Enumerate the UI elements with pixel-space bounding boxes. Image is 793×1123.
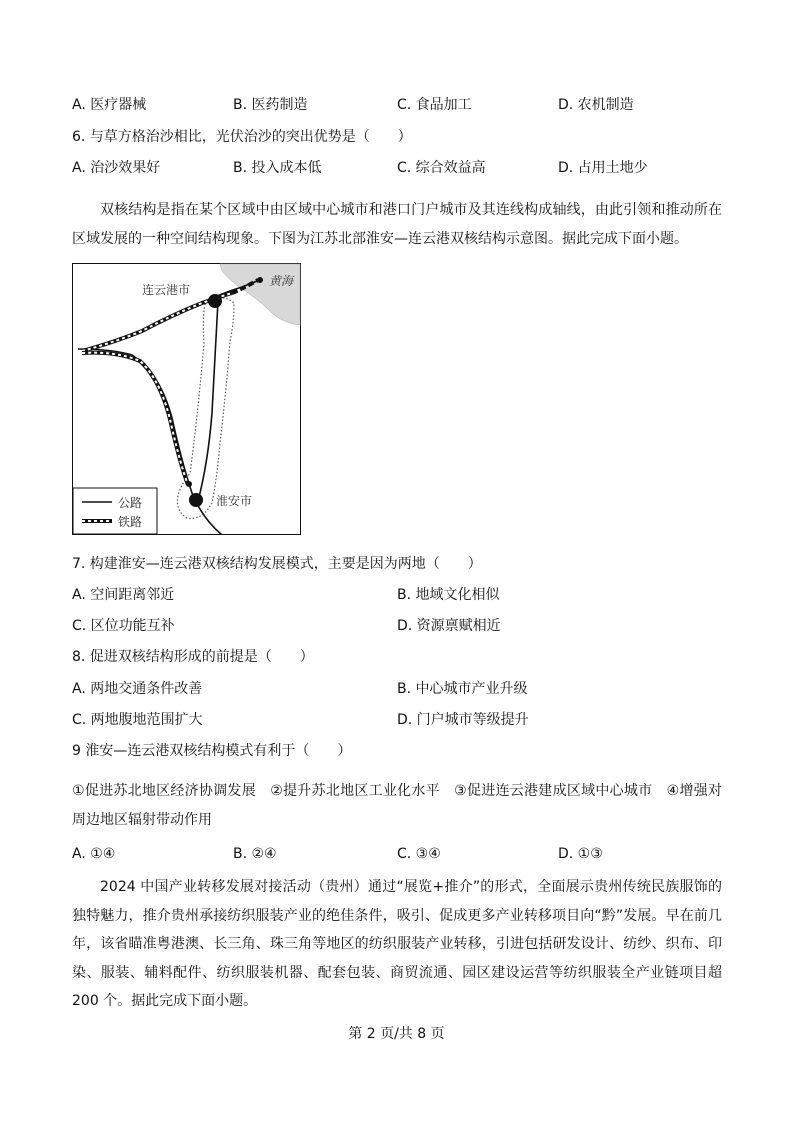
- huaian-city-dot: [189, 493, 203, 507]
- q9-option-c: C. ③④: [397, 846, 441, 862]
- passage-guizhou-industry: 2024 中国产业转移发展对接活动（贵州）通过“展览+推介”的形式，全面展示贵州传统民族服饰的独特魅力，推介贵州承接纺织服装产业的绝佳条件，吸引、促成更多产业转移项目向“黔”发展。早在前几年，该省瞄准粤港澳、长三角、珠三角等地区的纺织服装产业转移，引进包括研发设计、纺纱、织布、印染、服装、辅料配件、纺织服装机器、配套包装、商贸流通、园区建设运营等纺织服装全产业链项目超200 个。据此完成下面小题。: [72, 879, 722, 1010]
- label-huaian: 淮安市: [216, 494, 253, 508]
- q5-option-a: A. 医疗器械: [72, 97, 147, 113]
- q7-stem: 7. 构建淮安—连云港双核结构发展模式，主要是因为两地（ ）: [72, 556, 482, 572]
- q8-option-c: C. 两地腹地范围扩大: [72, 712, 203, 728]
- q7-option-b: B. 地域文化相似: [397, 587, 500, 603]
- q6-option-a: A. 治沙效果好: [72, 160, 161, 176]
- legend-rail-label: 铁路: [118, 515, 143, 529]
- q5-option-d: D. 农机制造: [558, 97, 634, 113]
- q5-option-b: B. 医药制造: [233, 97, 308, 113]
- q9-stem: 9 淮安—连云港双核结构模式有利于（ ）: [72, 743, 352, 759]
- page-number: 第 2 页/共 8 页: [348, 1026, 445, 1042]
- q9-option-a: A. ①④: [72, 846, 116, 862]
- legend-road-label: 公路: [118, 496, 143, 510]
- q7-option-a: A. 空间距离邻近: [72, 587, 175, 603]
- q8-option-d: D. 门户城市等级提升: [397, 712, 529, 728]
- q8-stem: 8. 促进双核结构形成的前提是（ ）: [72, 649, 314, 665]
- q6-option-c: C. 综合效益高: [397, 160, 486, 176]
- q6-option-b: B. 投入成本低: [233, 160, 322, 176]
- small-town-dot: [186, 481, 192, 487]
- q8-option-a: A. 两地交通条件改善: [72, 681, 203, 697]
- port-dot: [257, 277, 263, 283]
- q6-stem: 6. 与草方格治沙相比，光伏治沙的突出优势是（ ）: [72, 129, 412, 145]
- map-legend-box: [73, 488, 157, 534]
- double-core-structure-map: [72, 263, 301, 535]
- q9-option-d: D. ①③: [558, 846, 603, 862]
- q6-option-d: D. 占用土地少: [558, 160, 648, 176]
- q9-option-b: B. ②④: [233, 846, 277, 862]
- label-yellow-sea: 黄海: [269, 274, 294, 288]
- q8-option-b: B. 中心城市产业升级: [397, 681, 528, 697]
- label-lianyungang: 连云港市: [142, 283, 191, 297]
- passage-double-core: 双核结构是指在某个区域中由区域中心城市和港口门户城市及其连线构成轴线，由此引领和推动所在区域发展的一种空间结构现象。下图为江苏北部淮安—连云港双核结构示意图。据此完成下面小题。: [72, 202, 722, 247]
- lianyungang-city-dot: [208, 294, 222, 308]
- q5-option-c: C. 食品加工: [397, 97, 472, 113]
- q9-statements: ①促进苏北地区经济协调发展 ②提升苏北地区工业化水平 ③促进连云港建成区域中心城市 ④增强对周边地区辐射带动作用: [72, 783, 722, 828]
- q7-option-c: C. 区位功能互补: [72, 618, 175, 634]
- q7-option-d: D. 资源禀赋相近: [397, 618, 501, 634]
